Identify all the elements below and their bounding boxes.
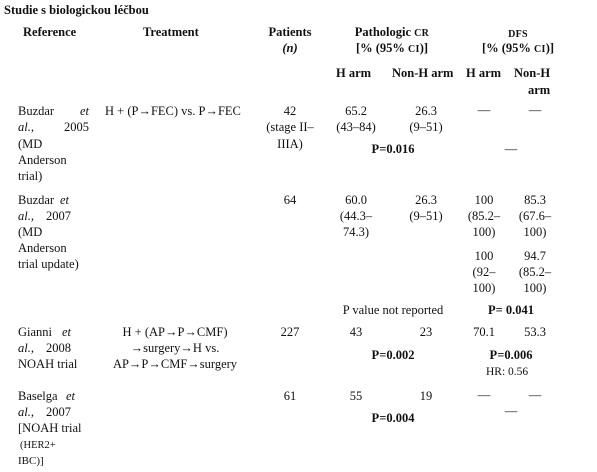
row3-dfs-h: 70.1 <box>473 325 495 339</box>
row2-dfs-nonh-b-ci1: (85.2– <box>518 265 552 279</box>
row1-ref-line3: (MD <box>18 137 43 151</box>
row2-dfs-nonh-b-ci2: 100) <box>523 281 547 295</box>
row2-ref-al: al., <box>18 209 34 223</box>
row3-ref-year: 2008 <box>46 341 71 355</box>
row1-pcr-nonh: 26.3 <box>415 104 437 118</box>
row4-ref-year: 2007 <box>46 405 71 419</box>
row4-pcr-p: P=0.004 <box>371 411 415 425</box>
row4-ref-al: al., <box>18 405 34 419</box>
row2-pcr-h-ci1: (44.3– <box>339 209 373 223</box>
row4-dfs-dash: — <box>504 404 518 418</box>
row1-treatment: H + (P→FEC) vs. P→FEC <box>105 104 241 118</box>
row3-treatment-2: →surgery→H vs. <box>130 341 220 355</box>
row4-ref-line4: (HER2+ <box>20 440 56 451</box>
header-pathologic-cr: Pathologic CR <box>354 25 430 39</box>
row3-treatment-1: H + (AP→P→CMF) <box>122 325 228 339</box>
header-pcr-ci: [% (95% CI)] <box>355 41 429 55</box>
row1-ref-et: et <box>80 104 90 118</box>
row2-dfs-h-a-ci2: 100) <box>472 225 496 239</box>
row2-ref-author: Buzdar <box>18 193 55 207</box>
row3-pcr-nonh: 23 <box>419 325 433 339</box>
row2-dfs-h-b-ci1: (92– <box>472 265 496 279</box>
row1-ref-al: al., <box>18 120 34 134</box>
row2-dfs-nonh-a: 85.3 <box>524 193 546 207</box>
row3-ref-al: al., <box>18 341 34 355</box>
row1-pcr-p: P=0.016 <box>371 142 415 156</box>
row2-ref-line3: (MD <box>18 225 43 239</box>
row1-ref-author: Buzdar <box>18 104 55 118</box>
row4-pcr-h: 55 <box>349 389 363 403</box>
row1-pcr-h: 65.2 <box>345 104 367 118</box>
row1-pcr-h-ci: (43–84) <box>336 120 376 134</box>
row3-hr: HR: 0.56 <box>486 366 529 378</box>
row3-pcr-h: 43 <box>349 325 363 339</box>
header-non-h-arm: Non-H arm <box>392 66 454 80</box>
row4-ref-author: Baselga <box>18 389 58 403</box>
row2-dfs-h-b: 100 <box>474 249 494 263</box>
header-dfs-non-h: Non-H <box>514 66 551 80</box>
row2-dfs-h-b-ci2: 100) <box>472 281 496 295</box>
row2-pcr-h-ci2: 74.3) <box>342 225 370 239</box>
row3-patients: 227 <box>280 325 300 339</box>
row4-ref-et: et <box>66 389 76 403</box>
row2-ref-year: 2007 <box>46 209 71 223</box>
header-dfs-h-arm: H arm <box>466 66 502 80</box>
row2-pcr-p: P value not reported <box>342 303 444 317</box>
row1-pcr-nonh-ci: (9–51) <box>409 120 443 134</box>
header-dfs-arm: arm <box>528 83 551 97</box>
row3-treatment-3: AP→P→CMF→surgery <box>112 357 238 371</box>
header-treatment: Treatment <box>143 25 199 39</box>
row3-ref-line3: NOAH trial <box>18 357 78 371</box>
row2-pcr-nonh: 26.3 <box>415 193 437 207</box>
header-dfs: DFS <box>508 29 528 40</box>
row4-ref-line5: IBC)] <box>18 455 44 467</box>
header-patients: Patients <box>268 25 312 39</box>
row1-patients-stage2: IIIA) <box>277 137 303 151</box>
row3-dfs-p: P=0.006 <box>489 348 533 362</box>
row3-pcr-p: P=0.002 <box>371 348 415 362</box>
row1-ref-year: 2005 <box>64 120 89 134</box>
row4-dfs-nonh: — <box>528 388 542 402</box>
row1-ref-line5: trial) <box>18 169 43 183</box>
row4-ref-line3: [NOAH trial <box>18 421 82 435</box>
row2-ref-line4: Anderson <box>18 241 67 255</box>
row2-dfs-h-a-ci1: (85.2– <box>467 209 501 223</box>
row1-dfs-nonh: — <box>528 103 542 117</box>
row2-ref-line5: trial update) <box>18 257 79 271</box>
row2-pcr-nonh-ci: (9–51) <box>409 209 443 223</box>
header-reference: Reference <box>23 25 77 39</box>
row3-dfs-nonh: 53.3 <box>524 325 546 339</box>
row2-dfs-nonh-b: 94.7 <box>524 249 546 263</box>
row4-pcr-nonh: 19 <box>419 389 433 403</box>
row2-dfs-h-a: 100 <box>474 193 494 207</box>
header-patients-n: (n) <box>282 41 298 55</box>
header-h-arm: H arm <box>336 66 372 80</box>
row1-dfs-h: — <box>477 103 491 117</box>
row2-dfs-nonh-a-ci2: 100) <box>523 225 547 239</box>
row2-ref-et: et <box>60 193 70 207</box>
row4-dfs-h: — <box>477 388 491 402</box>
table-title: Studie s biologickou léčbou <box>4 3 149 17</box>
row4-patients: 61 <box>283 389 297 403</box>
header-dfs-ci: [% (95% CI)] <box>481 41 555 55</box>
row1-patients-stage: (stage II– <box>266 120 314 134</box>
row3-ref-author: Gianni <box>18 325 53 339</box>
row2-pcr-h: 60.0 <box>345 193 367 207</box>
row1-ref-line4: Anderson <box>18 153 67 167</box>
row1-patients: 42 <box>283 104 297 118</box>
row2-dfs-p: P= 0.041 <box>487 303 535 317</box>
row1-dfs-dash: — <box>504 142 518 156</box>
row3-ref-et: et <box>62 325 72 339</box>
row2-patients: 64 <box>283 193 297 207</box>
row2-dfs-nonh-a-ci1: (67.6– <box>518 209 552 223</box>
